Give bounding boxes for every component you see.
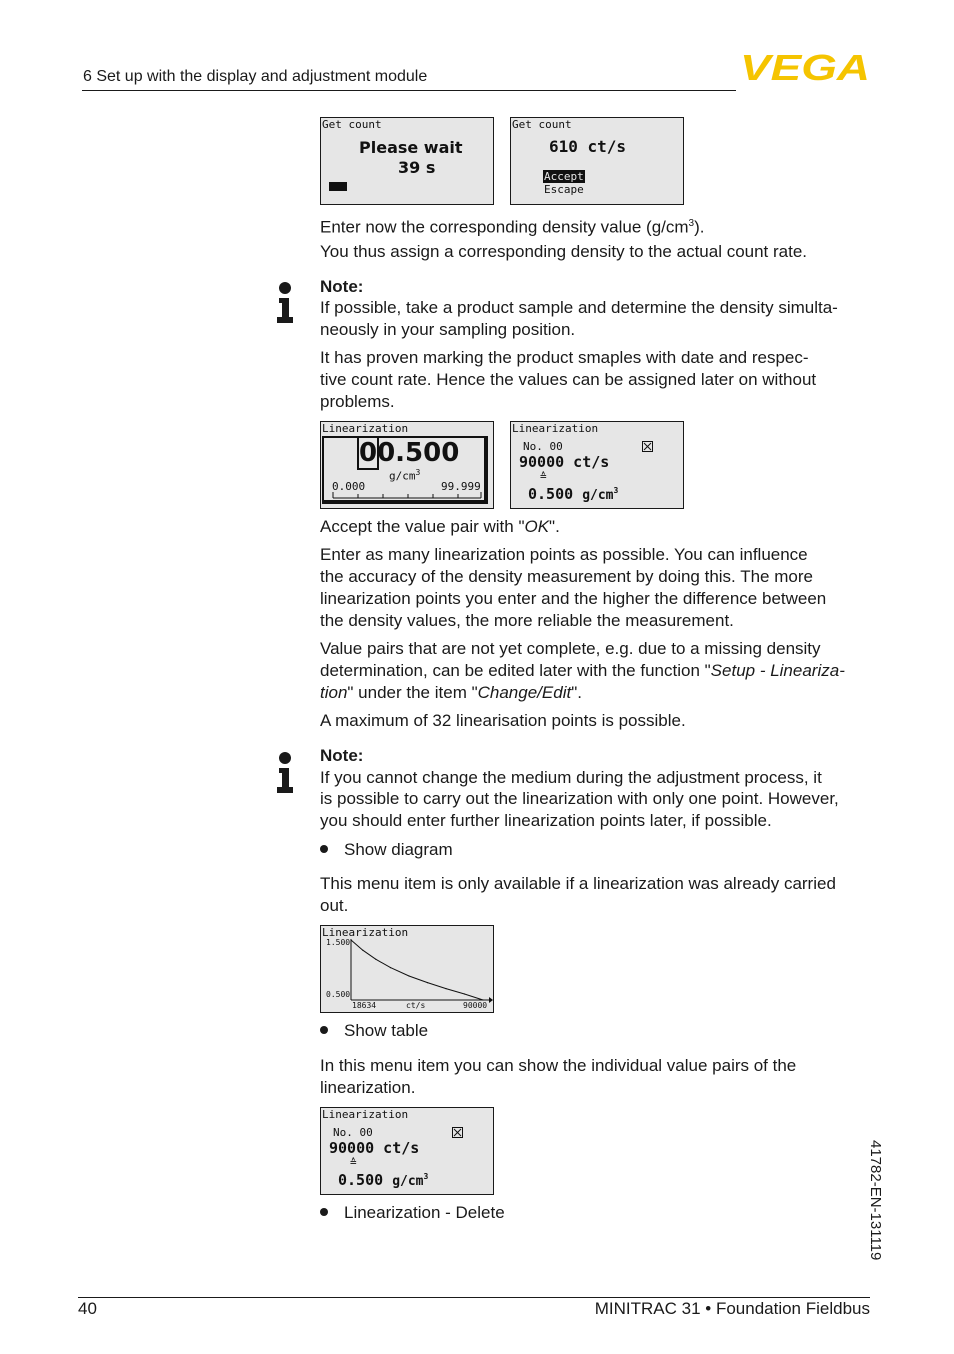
note-line: If possible, take a product sample and determine the density simulta-	[320, 298, 838, 317]
section-title: 6 Set up with the display and adjustment module	[83, 68, 428, 85]
info-icon	[275, 751, 295, 795]
footer-divider	[78, 1297, 870, 1298]
note-line: is possible to carry out the linearization with only one point. However,	[320, 789, 839, 808]
lcd-title: Linearization	[322, 1108, 409, 1121]
lcd-progress-bar	[329, 182, 347, 191]
lcd-linearization-entry	[320, 421, 494, 509]
lcd-getcount-wait	[320, 117, 494, 205]
lcd-linearization-pair	[510, 421, 684, 509]
lcd-count-rate: 90000 ct/s	[329, 1139, 420, 1157]
checkbox-icon[interactable]	[642, 441, 653, 452]
lcd-title: Get count	[512, 118, 572, 131]
data-point	[350, 939, 351, 940]
lcd-unit: $g/cm^3$	[389, 468, 421, 483]
note-line: problems.	[320, 392, 395, 411]
note-title: Note:	[320, 746, 364, 765]
lcd-count-value: 610 ct/s	[549, 137, 627, 156]
y-axis-bottom-label: 0.500	[326, 990, 351, 999]
info-icon	[275, 281, 295, 325]
lcd-title: Get count	[322, 118, 382, 131]
data-point	[427, 982, 428, 983]
lcd-density-value: 0.500 $g/cm^3$	[528, 485, 619, 503]
paragraph-line: A maximum of 32 linearisation points is possible.	[320, 711, 686, 730]
data-point	[482, 999, 483, 1000]
lcd-point-number: No. 00	[523, 440, 563, 453]
bullet-show-diagram: Show diagram	[320, 839, 453, 861]
svg-text:VEGA: VEGA	[740, 52, 870, 82]
bullet-icon	[320, 1208, 328, 1216]
assign-text: You thus assign a corresponding density to the actual count rate.	[320, 242, 808, 261]
lcd-scale	[331, 492, 487, 500]
lcd-equivalence-symbol: ≙	[350, 1156, 357, 1169]
x-axis-unit-label: ct/s	[406, 1001, 426, 1010]
data-point	[362, 950, 363, 951]
lcd-linearization-table	[320, 1107, 494, 1195]
bullet-linearization-delete: Linearization - Delete	[320, 1202, 505, 1224]
lcd-max-value: 99.999	[441, 480, 481, 493]
note-line: you should enter further linearization points later, if possible.	[320, 811, 772, 830]
lcd-title: Linearization	[322, 926, 409, 939]
y-axis-top-label: 1.500	[326, 938, 351, 947]
note-line: If you cannot change the medium during the adjustment process, it	[320, 768, 822, 787]
x-axis-right-label: 90000	[463, 1001, 488, 1010]
lcd-title: Linearization	[512, 422, 599, 435]
bullet-icon	[320, 845, 328, 853]
data-point	[464, 993, 465, 994]
lcd-getcount-result	[510, 117, 684, 205]
paragraph-line: linearization.	[320, 1078, 416, 1097]
note-line: neously in your sampling position.	[320, 320, 576, 339]
page-number: 40	[78, 1299, 97, 1318]
lcd-accept-option[interactable]: Accept	[544, 170, 584, 183]
paragraph-line: Enter as many linearization points as possible. You can influence	[320, 545, 808, 564]
paragraph-line: In this menu item you can show the individual value pairs of the	[320, 1056, 797, 1075]
accept-instruction: Accept the value pair with "OK".	[320, 517, 560, 536]
lcd-countdown: 39 s	[398, 158, 436, 177]
x-axis-arrow	[489, 997, 493, 1003]
checkbox-icon[interactable]	[452, 1127, 463, 1138]
paragraph-line: determination, can be edited later with the function "Setup - Lineariza-	[320, 661, 845, 680]
data-point	[408, 975, 409, 976]
lcd-point-number: No. 00	[333, 1126, 373, 1139]
lcd-equivalence-symbol: ≙	[540, 470, 547, 483]
lcd-title: Linearization	[322, 422, 409, 435]
paragraph-line: tion" under the item "Change/Edit".	[320, 683, 582, 702]
paragraph-line: This menu item is only available if a linearization was already carried	[320, 874, 836, 893]
lcd-density-entry[interactable]: 00.500	[359, 438, 460, 468]
paragraph-line: the accuracy of the density measurement by doing this. The more	[320, 567, 813, 586]
linearization-chart	[321, 926, 493, 1012]
paragraph-line: linearization points you enter and the higher the difference between	[320, 589, 827, 608]
data-point	[375, 959, 376, 960]
vega-logo	[740, 52, 872, 82]
footer-title: MINITRAC 31 • Foundation Fieldbus	[594, 1299, 870, 1318]
lcd-wait-text: Please wait	[359, 138, 463, 157]
paragraph-line: the density values, the more reliable the measurement.	[320, 611, 734, 630]
lcd-count-rate: 90000 ct/s	[519, 453, 610, 471]
paragraph-line: Value pairs that are not yet complete, e.g. due to a missing density	[320, 639, 821, 658]
note-line: It has proven marking the product smaples with date and respec-	[320, 348, 809, 367]
bullet-icon	[320, 1026, 328, 1034]
x-axis-left-label: 18634	[352, 1001, 377, 1010]
note-line: tive count rate. Hence the values can be assigned later on without	[320, 370, 817, 389]
document-code: 41782-EN-131119	[867, 1140, 884, 1261]
series-line	[351, 940, 483, 1000]
lcd-density-value: 0.500 $g/cm^3$	[338, 1171, 429, 1189]
lcd-cursor-digit: 0	[359, 438, 378, 468]
density-instruction: Enter now the corresponding density value $(g/cm^3)$.	[320, 217, 705, 237]
data-point	[445, 988, 446, 989]
lcd-linearization-diagram	[320, 925, 494, 1013]
lcd-min-value: 0.000	[332, 480, 366, 493]
paragraph-line: out.	[320, 896, 349, 915]
note-title: Note:	[320, 277, 364, 296]
lcd-escape-option[interactable]: Escape	[544, 183, 584, 196]
bullet-show-table: Show table	[320, 1020, 428, 1042]
data-point	[390, 967, 391, 968]
header-divider	[82, 90, 736, 91]
